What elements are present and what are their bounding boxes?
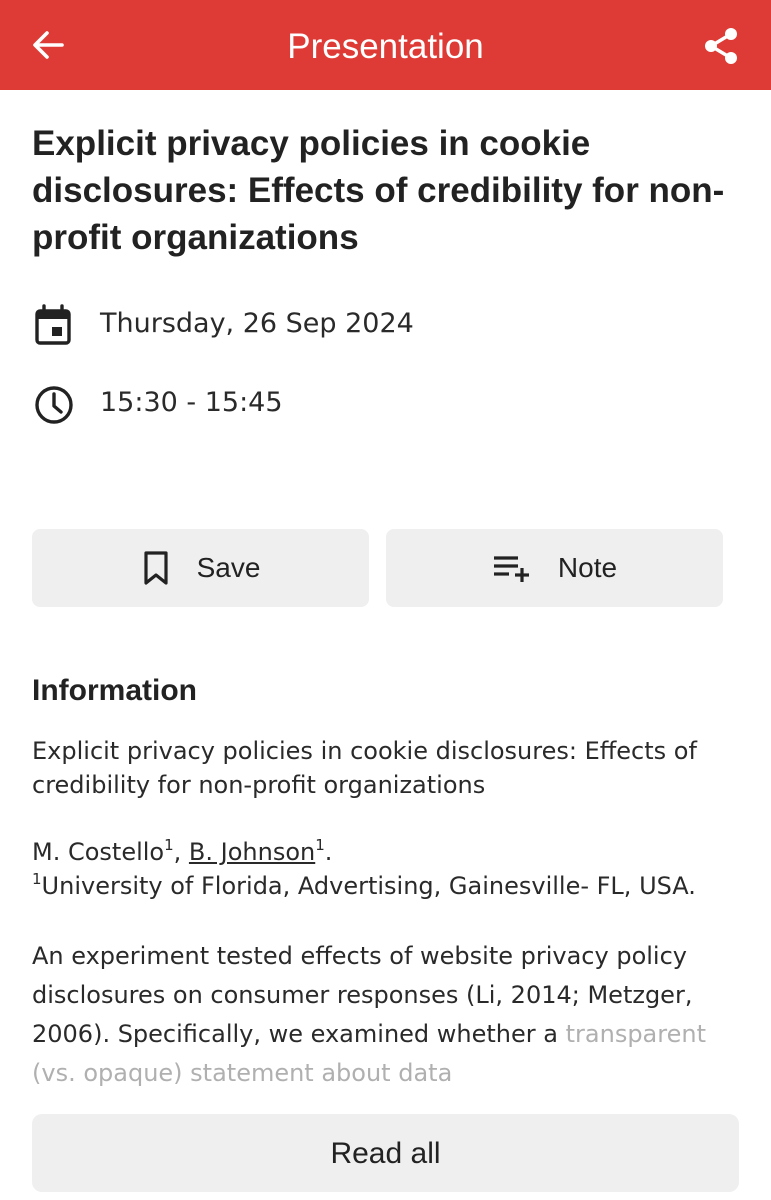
- app-bar-title: Presentation: [287, 27, 484, 66]
- abstract-text: An experiment tested effects of website privacy policy disclosures on consumer responses (Li, 2014; Metzger, 2006). Specifically, we examined whether a: [32, 942, 693, 1048]
- note-button[interactable]: [386, 529, 723, 607]
- playlist-add-icon: [492, 553, 532, 583]
- information-subtitle: Explicit privacy policies in cookie disclosures: Effects of credibility for non-profit organizations: [32, 737, 697, 799]
- app-bar: [0, 0, 771, 90]
- save-button-label: Save: [196, 552, 261, 583]
- save-button[interactable]: [32, 529, 369, 607]
- affiliation-ref: 1: [315, 836, 325, 854]
- abstract: [32, 937, 747, 1093]
- presentation-title: Explicit privacy policies in cookie disclosures: Effects of credibility for non-profit organizations: [32, 124, 725, 257]
- author-link[interactable]: B. Johnson: [188, 838, 316, 866]
- abstract-faded-text: transparent (vs. opaque) statement about data: [32, 1020, 706, 1087]
- read-all-label: Read all: [330, 1137, 441, 1170]
- note-button-label: Note: [557, 552, 618, 583]
- affiliation-ref: 1: [164, 836, 174, 854]
- affiliation-text: University of Florida, Advertising, Gainesville- FL, USA.: [41, 872, 696, 900]
- authors-block: [32, 835, 747, 903]
- calendar-icon: [32, 304, 76, 346]
- presentation-time: 15:30 - 15:45: [100, 387, 283, 418]
- share-icon[interactable]: [700, 25, 742, 67]
- bookmark-icon: [141, 550, 171, 586]
- clock-icon: [32, 383, 76, 427]
- read-all-button[interactable]: [32, 1114, 739, 1192]
- presentation-date: Thursday, 26 Sep 2024: [100, 308, 414, 339]
- author-list: M. Costello$^1$, B. Johnson$^1$.: [32, 836, 333, 866]
- affiliation-ref: 1: [32, 870, 42, 888]
- affiliation: [32, 869, 747, 903]
- information-heading: Information: [32, 674, 197, 707]
- authors-end: .: [324, 838, 333, 866]
- author-name: M. Costello: [32, 838, 165, 866]
